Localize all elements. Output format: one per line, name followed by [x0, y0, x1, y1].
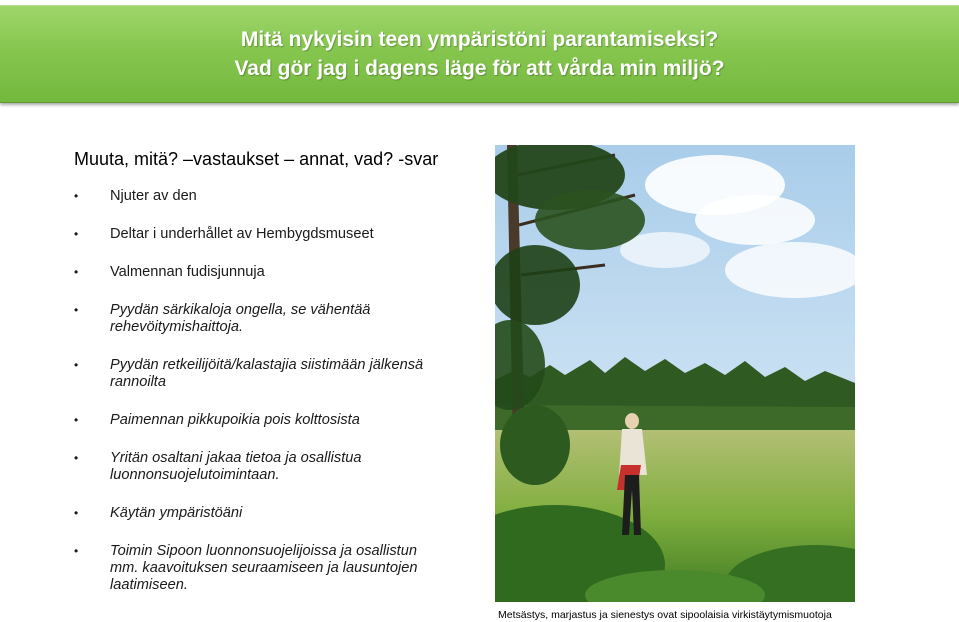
bullet-dot-icon: •: [74, 413, 79, 427]
bullet-text: Käytän ympäristöäni: [110, 505, 243, 521]
bullet-item: [74, 412, 484, 429]
bullet-item: [74, 505, 484, 522]
bullet-item: [74, 302, 484, 336]
title-banner: [0, 5, 959, 103]
bullet-item: [74, 264, 484, 281]
bullet-text: Paimennan pikkupoikia pois kolttosista: [110, 412, 360, 428]
bullet-dot-icon: •: [74, 358, 79, 372]
title-line-1: Mitä nykyisin teen ympäristöni parantamiseksi?: [240, 28, 719, 51]
bullet-dot-icon: •: [74, 189, 79, 203]
bullet-list: [74, 188, 484, 594]
bullet-text: Njuter av den: [110, 188, 197, 204]
bullet-dot-icon: •: [74, 265, 79, 279]
bullet-text: Toimin Sipoon luonnonsuojelijoissa ja osallistun mm. kaavoituksen seuraamiseen ja lausuntojen laatimiseen.: [110, 543, 418, 593]
bullet-dot-icon: •: [74, 303, 79, 317]
bullet-item: [74, 188, 484, 205]
bullet-item: [74, 450, 484, 484]
bullet-dot-icon: •: [74, 544, 79, 558]
bullet-dot-icon: •: [74, 227, 79, 241]
bullet-text: Valmennan fudisjunnuja: [110, 264, 265, 280]
bullet-item: [74, 226, 484, 243]
bullet-item: [74, 543, 484, 594]
forest-photo-illustration: [495, 145, 855, 602]
bullet-text: Deltar i underhållet av Hembygdsmuseet: [110, 226, 374, 242]
bullet-item: [74, 357, 484, 391]
bullet-dot-icon: •: [74, 506, 79, 520]
title-line-2: Vad gör jag i dagens läge för att vårda min miljö?: [234, 57, 725, 80]
bullet-text: Yritän osaltani jakaa tietoa ja osallistua luonnonsuojelutoimintaan.: [110, 450, 362, 483]
bullet-dot-icon: •: [74, 451, 79, 465]
forest-photo: [495, 145, 855, 602]
subtitle: Muuta, mitä? –vastaukset – annat, vad? -svar: [74, 149, 439, 169]
bullet-text: Pyydän särkikaloja ongella, se vähentää rehevöitymishaittoja.: [110, 302, 371, 335]
photo-caption: Metsästys, marjastus ja sienestys ovat sipoolaisia virkistäytymismuotoja: [498, 609, 832, 621]
bullet-text: Pyydän retkeilijöitä/kalastajia siistimään jälkensä rannoilta: [110, 357, 424, 390]
